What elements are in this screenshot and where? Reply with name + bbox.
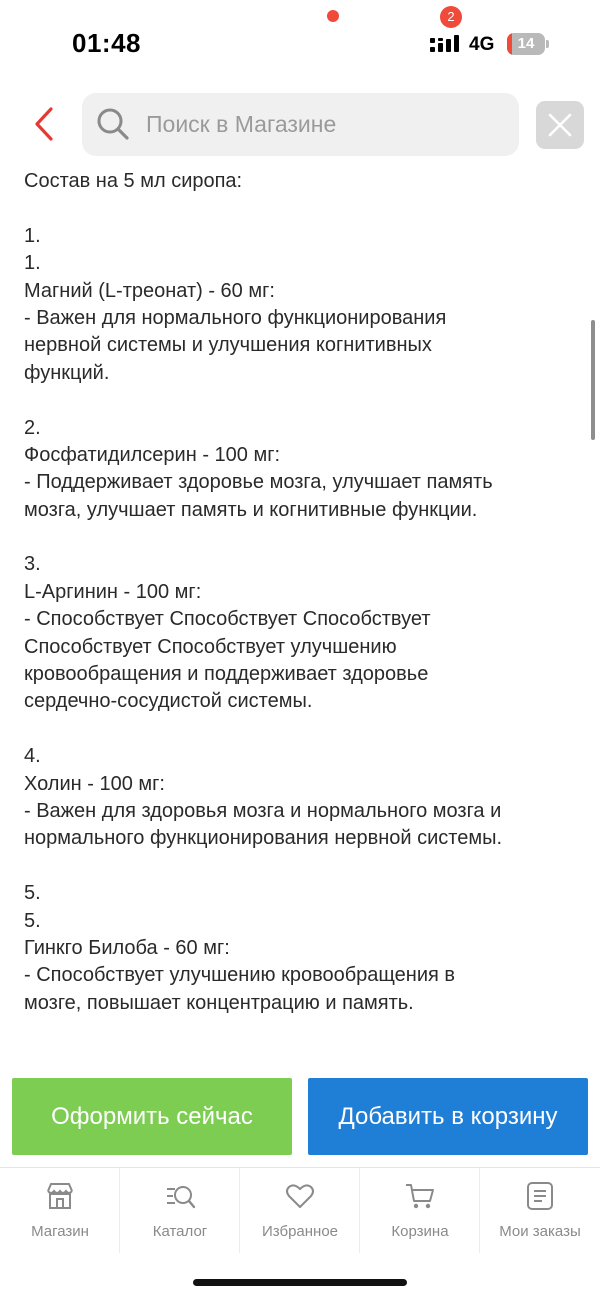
text-line: 1. bbox=[24, 252, 41, 275]
text-line: Гинкго Билоба - 60 мг: bbox=[24, 936, 230, 959]
text-line: функций. bbox=[24, 361, 110, 384]
text-line: 2. bbox=[24, 416, 41, 439]
orders-icon bbox=[524, 1180, 556, 1212]
text-line: - Способствует Способствует Способствует bbox=[24, 608, 431, 631]
checkout-now-button[interactable]: Оформить сейчас bbox=[12, 1078, 292, 1155]
text-line: - Важен для здоровья мозга и нормального мозга и bbox=[24, 799, 502, 822]
text-line: Фосфатидилсерин - 100 мг: bbox=[24, 443, 281, 466]
text-line: 1. bbox=[24, 224, 41, 247]
scrollbar[interactable] bbox=[591, 320, 595, 440]
bottom-nav bbox=[0, 1167, 600, 1252]
chevron-left-icon bbox=[33, 106, 55, 142]
search-icon bbox=[96, 107, 130, 141]
blank-line bbox=[24, 716, 584, 743]
text-line: Холин - 100 мг: bbox=[24, 772, 165, 795]
text-line: - Способствует улучшению кровообращения в bbox=[24, 964, 456, 987]
blank-line bbox=[24, 195, 584, 222]
text-line: сердечно-сосудистой системы. bbox=[24, 690, 313, 713]
nav-item-catalog[interactable] bbox=[120, 1168, 240, 1253]
text-line: Магний (L-треонат) - 60 мг: bbox=[24, 279, 275, 302]
cart-icon bbox=[404, 1180, 436, 1212]
add-to-cart-button[interactable]: Добавить в корзину bbox=[308, 1078, 588, 1155]
text-line: 4. bbox=[24, 745, 41, 768]
text-line: кровообращения и поддерживает здоровье bbox=[24, 663, 429, 686]
text-line: нервной системы и улучшения когнитивных bbox=[24, 334, 432, 357]
catalog-search-icon bbox=[164, 1180, 196, 1212]
nav-item-cart[interactable] bbox=[360, 1168, 480, 1253]
text-line: Состав на 5 мл сиропа: bbox=[24, 170, 243, 192]
back-button[interactable] bbox=[26, 102, 62, 146]
product-composition-text bbox=[24, 168, 584, 1048]
text-line: Способствует Способствует улучшению bbox=[24, 635, 397, 658]
search-input[interactable] bbox=[146, 93, 506, 156]
status-bar bbox=[0, 0, 600, 90]
network-type: 4G bbox=[469, 34, 495, 55]
nav-item-favorites[interactable] bbox=[240, 1168, 360, 1253]
favorites-notification-dot bbox=[327, 10, 339, 22]
store-icon bbox=[44, 1180, 76, 1212]
home-indicator bbox=[193, 1279, 407, 1286]
text-line: мозга, улучшает память и когнитивные функции. bbox=[24, 498, 478, 521]
close-button[interactable] bbox=[536, 101, 584, 149]
search-box[interactable] bbox=[82, 93, 519, 156]
nav-item-store[interactable] bbox=[0, 1168, 120, 1253]
cellular-signal-icon bbox=[430, 34, 462, 54]
text-line: 5. bbox=[24, 882, 41, 905]
blank-line bbox=[24, 853, 584, 880]
text-line: 3. bbox=[24, 553, 41, 576]
text-line: - Важен для нормального функционирования bbox=[24, 306, 447, 329]
status-time: 01:48 bbox=[72, 28, 141, 58]
cart-count-badge: 2 bbox=[440, 6, 462, 28]
blank-line bbox=[24, 387, 584, 414]
text-line: 5. bbox=[24, 909, 41, 932]
text-line: L-Аргинин - 100 мг: bbox=[24, 580, 202, 603]
text-line: мозге, повышает концентрацию и память. bbox=[24, 991, 414, 1014]
nav-label-orders: Мои заказы bbox=[499, 1223, 581, 1240]
nav-label-cart: Корзина bbox=[391, 1223, 449, 1240]
nav-item-orders[interactable] bbox=[480, 1168, 600, 1253]
nav-label-catalog: Каталог bbox=[152, 1223, 208, 1240]
battery-level: 14 bbox=[517, 35, 535, 52]
text-line: нормального функционирования нервной системы. bbox=[24, 827, 503, 850]
heart-icon bbox=[284, 1180, 316, 1212]
battery-icon bbox=[507, 33, 549, 55]
text-line: - Поддерживает здоровье мозга, улучшает память bbox=[24, 471, 493, 494]
nav-label-favorites: Избранное bbox=[261, 1223, 339, 1240]
close-icon bbox=[547, 112, 573, 138]
blank-line bbox=[24, 524, 584, 551]
nav-label-store: Магазин bbox=[31, 1223, 89, 1240]
